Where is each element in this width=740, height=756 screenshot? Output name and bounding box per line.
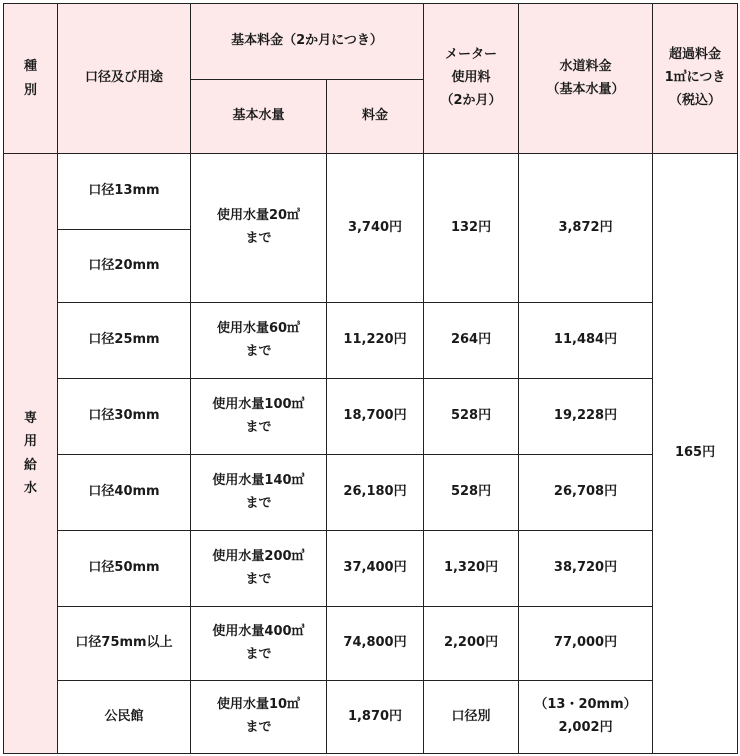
volume-cell: 使用水量200㎥ まで (191, 531, 327, 607)
header-excess-fee: 超過料金 1㎥につき （税込） (653, 4, 738, 154)
diameter-cell: 口径30mm (58, 379, 191, 455)
fee-cell: 11,220円 (327, 303, 424, 379)
water-rate-table (3, 3, 738, 754)
meter-cell: 2,200円 (424, 607, 519, 681)
volume-cell: 使用水量20㎥ まで (191, 154, 327, 303)
table-row (4, 455, 738, 531)
header-base-volume: 基本水量 (191, 80, 327, 154)
volume-cell: 使用水量10㎥ まで (191, 681, 327, 754)
diameter-cell: 口径13mm (58, 154, 191, 230)
meter-cell: 528円 (424, 379, 519, 455)
diameter-cell: 口径20mm (58, 230, 191, 303)
table-row (4, 303, 738, 379)
meter-cell: 口径別 (424, 681, 519, 754)
water-cell: 19,228円 (519, 379, 653, 455)
diameter-cell: 口径50mm (58, 531, 191, 607)
table-row (4, 531, 738, 607)
meter-cell: 132円 (424, 154, 519, 303)
fee-cell: 37,400円 (327, 531, 424, 607)
fee-cell: 3,740円 (327, 154, 424, 303)
table-row (4, 154, 738, 230)
fee-cell: 74,800円 (327, 607, 424, 681)
water-cell: 3,872円 (519, 154, 653, 303)
volume-cell: 使用水量140㎥ まで (191, 455, 327, 531)
volume-cell: 使用水量100㎥ まで (191, 379, 327, 455)
header-meter-fee: メーター 使用料 （2か月） (424, 4, 519, 154)
water-cell: 77,000円 (519, 607, 653, 681)
header-fee: 料金 (327, 80, 424, 154)
volume-cell: 使用水量400㎥ まで (191, 607, 327, 681)
diameter-cell: 口径25mm (58, 303, 191, 379)
meter-cell: 1,320円 (424, 531, 519, 607)
water-cell: （13・20mm） 2,002円 (519, 681, 653, 754)
diameter-cell: 口径40mm (58, 455, 191, 531)
header-water-fee: 水道料金 （基本水量） (519, 4, 653, 154)
header-base-fee-group: 基本料金（2か月につき） (191, 4, 424, 80)
fee-cell: 26,180円 (327, 455, 424, 531)
fee-cell: 18,700円 (327, 379, 424, 455)
diameter-cell: 公民館 (58, 681, 191, 754)
excess-fee-value: 165円 (653, 154, 738, 754)
volume-cell: 使用水量60㎥ まで (191, 303, 327, 379)
fee-cell: 1,870円 (327, 681, 424, 754)
diameter-cell: 口径75mm以上 (58, 607, 191, 681)
table-row (4, 681, 738, 754)
water-cell: 11,484円 (519, 303, 653, 379)
table-row (4, 379, 738, 455)
meter-cell: 264円 (424, 303, 519, 379)
water-cell: 26,708円 (519, 455, 653, 531)
header-diameter-use: 口径及び用途 (58, 4, 191, 154)
meter-cell: 528円 (424, 455, 519, 531)
table-row (4, 607, 738, 681)
header-kind: 種 別 (4, 4, 58, 154)
kind-dedicated-supply: 専 用 給 水 (4, 154, 58, 754)
water-cell: 38,720円 (519, 531, 653, 607)
